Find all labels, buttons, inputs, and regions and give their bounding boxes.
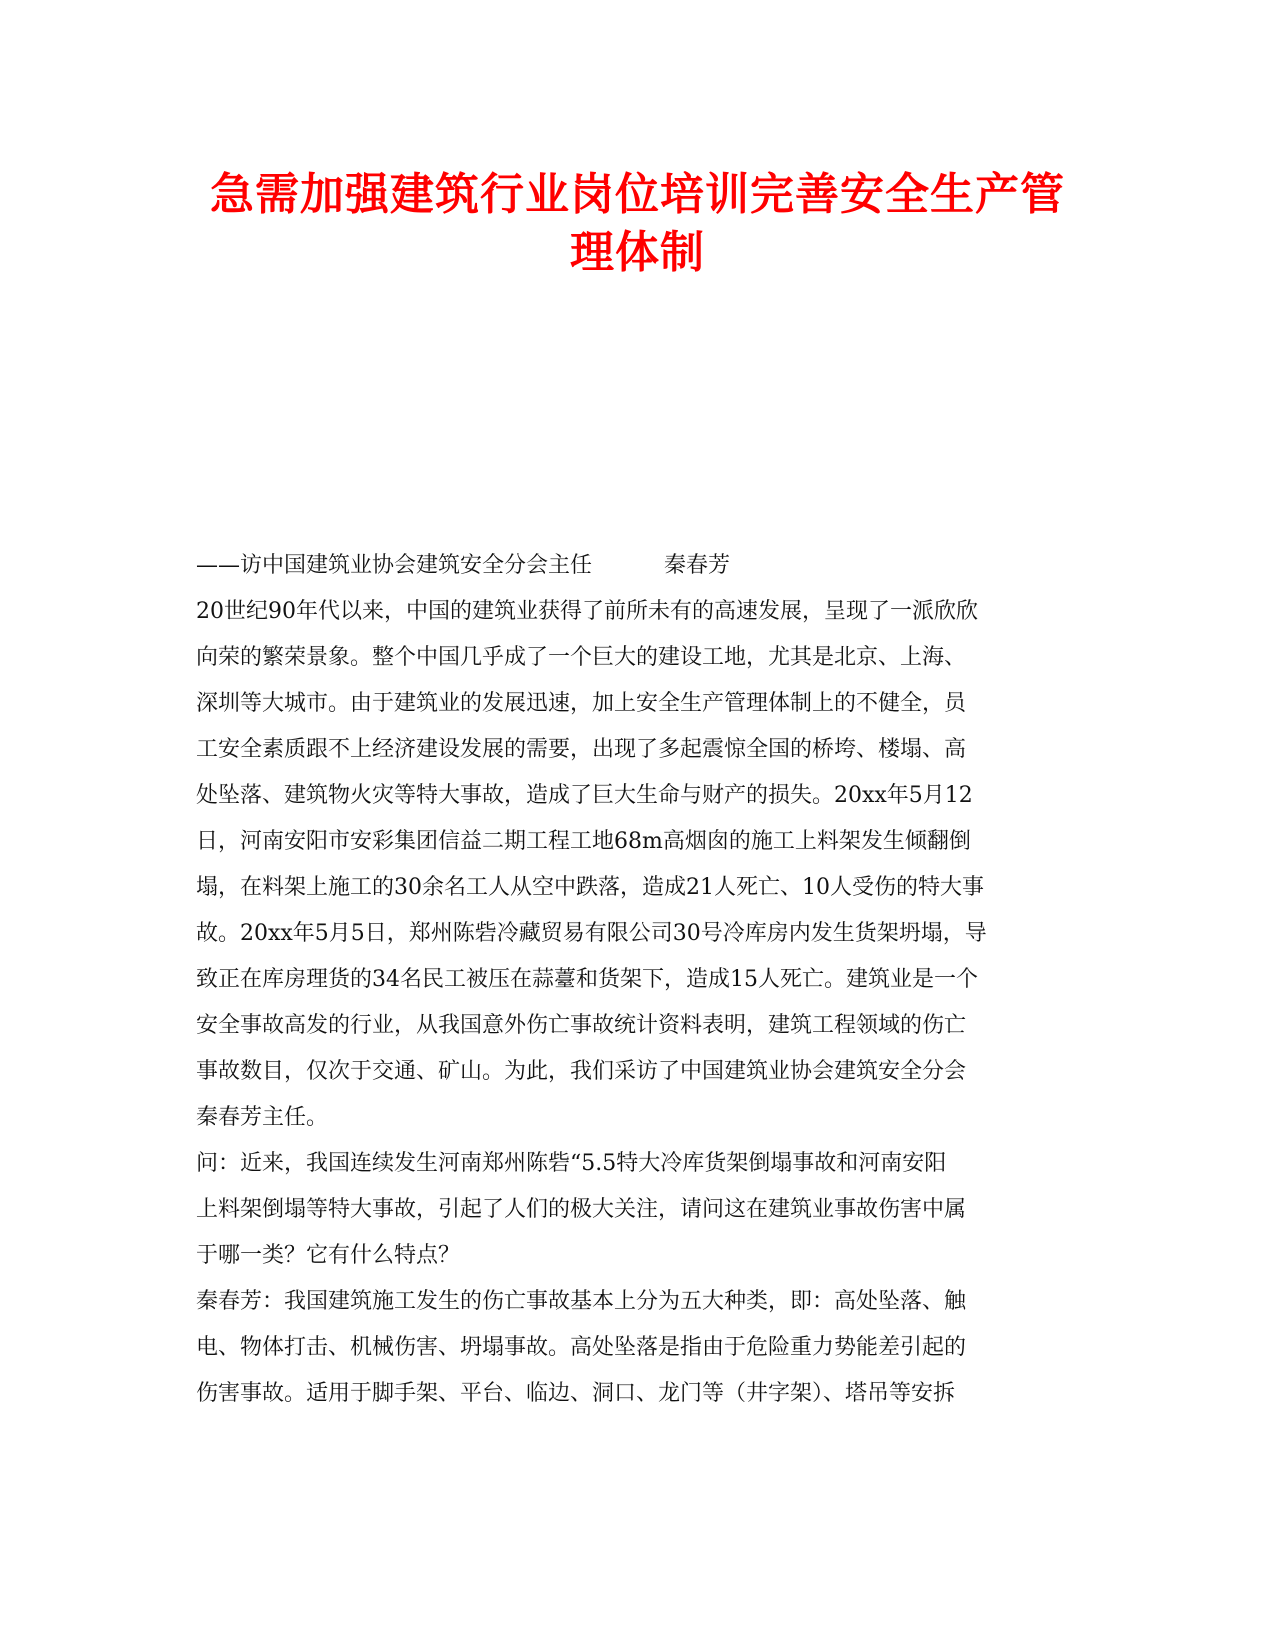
byline-prefix: ——访中国建筑业协会建筑安全分会主任 [196,553,593,578]
body-line: 处坠落、建筑物火灾等特大事故，造成了巨大生命与财产的损失。20xx年5月12 [196,783,973,808]
body-line: 塌，在料架上施工的30余名工人从空中跌落，造成21人死亡、10人受伤的特大事 [196,875,984,900]
answer-line: 电、物体打击、机械伤害、坍塌事故。高处坠落是指由于危险重力势能差引起的 [196,1335,967,1360]
body-line: 深圳等大城市。由于建筑业的发展迅速，加上安全生产管理体制上的不健全，员 [196,691,967,716]
body-line: 故。20xx年5月5日，郑州陈砦冷藏贸易有限公司30号冷库房内发生货架坍塌，导 [196,921,987,946]
title-line-2: 理体制 [570,227,705,278]
answer-line: 秦春芳：我国建筑施工发生的伤亡事故基本上分为五大种类，即：高处坠落、触 [196,1289,967,1314]
body-line: 安全事故高发的行业，从我国意外伤亡事故统计资料表明，建筑工程领域的伤亡 [196,1013,967,1038]
body-line: 事故数目，仅次于交通、矿山。为此，我们采访了中国建筑业协会建筑安全分会 [196,1059,967,1084]
body-line: 日，河南安阳市安彩集团信益二期工程工地68m高烟囱的施工上料架发生倾翻倒 [196,829,971,854]
body-line: 20世纪90年代以来，中国的建筑业获得了前所未有的高速发展，呈现了一派欣欣 [196,599,978,624]
question-line: 上料架倒塌等特大事故，引起了人们的极大关注，请问这在建筑业事故伤害中属 [196,1197,967,1222]
question-line: 问：近来，我国连续发生河南郑州陈砦“5.5特大冷库货架倒塌事故和河南安阳 [196,1151,947,1176]
title-line-1: 急需加强建筑行业岗位培训完善安全生产管 [210,169,1065,220]
body-line: 致正在库房理货的34名民工被压在蒜薹和货架下，造成15人死亡。建筑业是一个 [196,967,978,992]
document-title [180,166,1095,282]
byline [196,543,1076,589]
body-line: 秦春芳主任。 [196,1105,329,1130]
body-line: 工安全素质跟不上经济建设发展的需要，出现了多起震惊全国的桥垮、楼塌、高 [196,737,967,762]
answer-line: 伤害事故。适用于脚手架、平台、临边、洞口、龙门等（井字架）、塔吊等安拆 [196,1381,956,1406]
document-body [196,543,1076,1417]
body-line: 向荣的繁荣景象。整个中国几乎成了一个巨大的建设工地，尤其是北京、上海、 [196,645,967,670]
question-line: 于哪一类？它有什么特点？ [196,1243,461,1268]
byline-name: 秦春芳 [664,553,731,578]
